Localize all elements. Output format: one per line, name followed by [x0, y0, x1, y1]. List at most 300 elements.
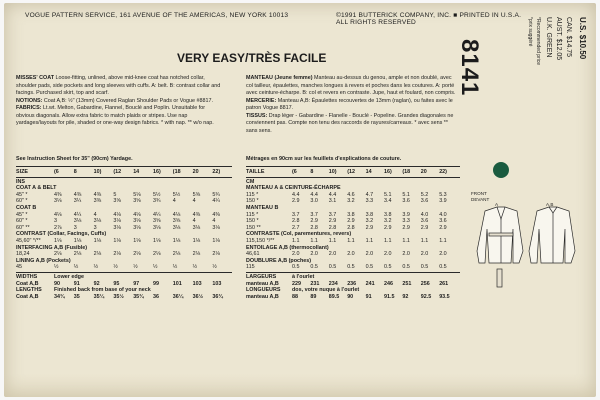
size-value: 8 [73, 169, 77, 175]
row-label: 18,24 [16, 251, 30, 258]
unit-row [16, 179, 232, 186]
row-label: 150 * [246, 218, 259, 225]
row-value: 4¼ [153, 211, 161, 218]
row-value: 2.0 [347, 251, 355, 258]
row-value: 5½ [153, 191, 161, 198]
row-value: 3.8 [365, 211, 374, 218]
row-value: 3.9 [402, 211, 410, 218]
lengths-value: 35 [73, 293, 80, 300]
row-value: ½ [133, 264, 138, 271]
lengths-value: 92.5 [420, 293, 432, 300]
manteau-label: MANTEAU (Jeune femme) [246, 75, 313, 81]
table-row [246, 198, 460, 205]
row-value: 2.9 [292, 198, 300, 205]
size-value: (18 [402, 169, 411, 175]
row-value: 2⅛ [133, 251, 141, 258]
row-value: 5.3 [439, 191, 447, 198]
row-value: 2.0 [328, 251, 337, 258]
lengths-row-label: Coat A,B [16, 293, 39, 300]
widths-row-label: manteau A,B [246, 280, 279, 287]
section-title: MANTEAU B [246, 204, 279, 211]
row-value: 3.6 [420, 218, 429, 225]
row-value: 3⅛ [192, 224, 201, 231]
widths-value: 231 [310, 280, 320, 287]
widths-value: 234 [328, 280, 338, 287]
row-value: 2⅛ [54, 251, 62, 258]
row-value: 1⅛ [73, 237, 82, 244]
metrage-note: Métrages en 90cm sur les feuillets d'explications de couture. [246, 156, 402, 162]
section-title-row [246, 185, 460, 192]
widths-value: 261 [439, 280, 449, 287]
row-value: 1⅛ [54, 237, 62, 244]
row-value: 2.0 [420, 251, 429, 258]
table-row [246, 192, 460, 199]
widths-value: 256 [420, 280, 430, 287]
row-value: 2⅛ [172, 251, 181, 258]
widths-row-header [246, 274, 460, 281]
row-value: 3.7 [310, 211, 318, 218]
price-note-fr: *prix suggéré [527, 17, 533, 47]
row-value: 1⅛ [153, 237, 161, 244]
size-value: 20 [420, 169, 427, 175]
copyright-line [336, 12, 521, 26]
row-value: 2.9 [402, 224, 410, 231]
manteau-description: Manteau au-dessus du genou, ample et non doublé, avec col tailleur, épaulettes, manches longues à revers et poches dans les coutures. A: porté avec ceinture-écharpe. B: col et revers en contraste. Jupe, haut et foulard, non compris. [246, 75, 456, 96]
row-value: 3.7 [328, 211, 337, 218]
row-value: ½ [172, 264, 178, 271]
section-title: MANTEAU A & CEINTURE-ÉCHARPE [246, 185, 341, 192]
row-value: 3⅛ [133, 224, 141, 231]
table-row [16, 251, 232, 258]
widths-value: 97 [133, 280, 140, 287]
copyright-text: ©1991 BUTTERICK COMPANY, INC. ■ PRINTED IN U.S.A. [336, 12, 522, 19]
row-value: 2.9 [384, 224, 392, 231]
row-value: 1⅛ [93, 237, 102, 244]
lengths-value: 89 [310, 293, 317, 300]
table-divider [246, 272, 460, 273]
table-row [246, 225, 460, 232]
section-title-row [16, 258, 232, 265]
fabrics-text: Lt.wt. Melton, Gabardine, Flannel, Bouclé and Poplin. Unsuitable for obvious diagonals. Allow extra fabric to match plaids or stripes. Use nap yardages/layouts for pile, shaded or one-way design fabrics. * with nap. ** w/o nap. [16, 105, 214, 126]
lengths-value: 90 [347, 293, 354, 300]
section-title: COAT B [16, 204, 37, 211]
lengths-value: 36½ [192, 293, 204, 300]
size-header-row [246, 169, 460, 176]
row-value: 3 [54, 218, 57, 225]
coat-description: Loose-fitting, unlined, above mid-knee coat has notched collar, shoulder pads, side pockets and long sleeves with cuffs. A: belt. B: contrast collar and facings. Purchased skirt, top and scarf. [16, 75, 221, 96]
lengths-value: 91 [365, 293, 372, 300]
row-value: 4.0 [439, 211, 447, 218]
table-divider [246, 177, 460, 178]
table-row [16, 198, 232, 205]
row-value: 4 [93, 211, 97, 218]
row-value: ½ [54, 264, 59, 271]
instruction-note: See Instruction Sheet for 35" (90cm) Yardage. [16, 156, 133, 162]
row-label: 60" ** [16, 224, 30, 231]
row-value: 3.0 [310, 198, 318, 205]
row-value: 3⅜ [93, 198, 102, 205]
row-value: 2.0 [310, 251, 318, 258]
widths-sub: Lower edge [54, 273, 84, 280]
price-us: U.S. $10.50 [578, 17, 587, 60]
row-label: 45" * [16, 191, 28, 198]
row-value: 5.2 [420, 191, 429, 198]
notions-label: NOTIONS: [16, 97, 43, 104]
row-label: 115 * [246, 211, 259, 218]
size-value: (6 [54, 169, 59, 175]
row-value: 3⅛ [113, 218, 121, 225]
lengths-sub: dos, votre nuque à l'ourlet [292, 287, 360, 294]
size-table-fr [246, 169, 460, 300]
row-value: 2.9 [365, 224, 374, 231]
row-label: 115 * [246, 191, 259, 198]
row-value: 2.0 [402, 251, 410, 258]
row-value: 3.6 [439, 218, 447, 225]
devant-label: DEVANT [471, 197, 490, 202]
row-value: 2.8 [328, 224, 337, 231]
size-value: 10) [328, 169, 337, 175]
widths-label: WIDTHS [16, 273, 38, 280]
row-value: 5.1 [384, 191, 392, 198]
row-value: ½ [93, 264, 99, 271]
table-divider [16, 272, 232, 273]
widths-value: 90 [54, 280, 60, 287]
row-value: ½ [212, 264, 217, 271]
tissus-label: TISSUS: [246, 112, 268, 119]
row-value: 3⅝ [113, 198, 121, 205]
section-title-row [246, 245, 460, 252]
english-description [16, 75, 224, 128]
size-value: 16) [384, 169, 392, 175]
mercerie-text: Manteau A,B: Épaulettes recouvertes de 13mm (raglan), ou faites avec le patron Vogue 8817. [246, 97, 453, 111]
row-value: 4⅛ [113, 211, 121, 218]
row-value: 0.5 [384, 264, 392, 271]
row-value: 3⅛ [54, 198, 62, 205]
row-value: 1⅛ [113, 237, 121, 244]
row-value: 2.7 [292, 224, 300, 231]
row-value: 1⅛ [133, 237, 141, 244]
row-value: 3⅛ [172, 224, 181, 231]
easy-badge [493, 162, 509, 178]
section-title: LINING A,B (Pockets) [16, 257, 71, 264]
row-value: 3⅛ [212, 224, 220, 231]
row-value: 3⅛ [113, 224, 121, 231]
row-value: 2.0 [365, 251, 374, 258]
size-value: (12 [113, 169, 122, 175]
widths-value: 95 [113, 280, 120, 287]
widths-row-header [16, 274, 232, 281]
row-value: 3.2 [384, 218, 392, 225]
lengths-row [246, 294, 460, 301]
section-title: CONTRAST (Collar, Facings, Cuffs) [16, 231, 107, 238]
row-value: 1.1 [328, 237, 337, 244]
size-value: 22) [439, 169, 447, 175]
row-value: 4.4 [310, 191, 318, 198]
widths-value: 241 [365, 280, 375, 287]
widths-value: 236 [347, 280, 357, 287]
size-value: (12 [347, 169, 355, 175]
lengths-value: 36¾ [212, 293, 223, 300]
section-title-row [16, 245, 232, 252]
row-value: 3.2 [347, 198, 355, 205]
row-value: 4.4 [328, 191, 337, 198]
row-label: 150 * [246, 198, 259, 205]
table-row [16, 264, 232, 271]
row-value: 1⅛ [172, 237, 181, 244]
row-value: 1.1 [420, 237, 429, 244]
row-value: 3.3 [402, 218, 410, 225]
section-title-row [246, 205, 460, 212]
row-label: 60" * [16, 218, 28, 225]
widths-value: 91 [73, 280, 80, 287]
coat-technical-drawing [467, 189, 596, 289]
row-value: 2.9 [310, 218, 318, 225]
row-value: 4.4 [292, 191, 300, 198]
row-value: 4 [192, 198, 196, 205]
unit-label: CM [246, 178, 255, 185]
row-value: 5 [113, 191, 117, 198]
row-value: 1.1 [402, 237, 410, 244]
widths-value: 103 [192, 280, 202, 287]
row-value: 4 [172, 198, 176, 205]
row-value: 2⅞ [54, 224, 62, 231]
widths-sub: à l'ourlet [292, 273, 315, 280]
row-label: 115 [246, 264, 255, 271]
row-value: 3.6 [420, 198, 429, 205]
size-value: 10) [93, 169, 102, 175]
view-a-label: A [495, 202, 499, 207]
table-rule-fr [246, 166, 460, 167]
row-value: 0.5 [328, 264, 337, 271]
mercerie-label: MERCERIE: [246, 97, 277, 104]
row-value: 5⅝ [192, 191, 201, 198]
widths-value: 92 [93, 280, 100, 287]
section-title: INTERFACING A,B (Fusible) [16, 244, 88, 251]
row-value: 0.5 [347, 264, 355, 271]
table-row [16, 225, 232, 232]
row-value: 2.0 [384, 251, 392, 258]
row-value: 1.1 [292, 237, 300, 244]
table-row [246, 212, 460, 219]
row-value: 2⅛ [153, 251, 161, 258]
row-value: 2⅛ [212, 251, 220, 258]
size-label: TAILLE [246, 169, 265, 175]
lengths-label: LENGTHS [16, 287, 42, 294]
row-value: 3¾ [153, 198, 161, 205]
row-value: 2.9 [328, 218, 337, 225]
row-value: 4¼ [73, 211, 82, 218]
lengths-row-label: manteau A,B [246, 293, 279, 300]
row-value: 3⅝ [133, 198, 141, 205]
row-value: 4⅜ [93, 191, 102, 198]
row-value: 4⅛ [172, 211, 181, 218]
row-label: 45" * [16, 211, 28, 218]
row-label: 45 [16, 264, 22, 271]
lengths-sub: Finished back from base of your neck [54, 287, 151, 294]
row-value: 0.5 [292, 264, 300, 271]
row-value: 4⅜ [73, 191, 82, 198]
row-label: 115,150 */** [246, 237, 275, 244]
row-value: 2.9 [439, 224, 447, 231]
row-value: 3.4 [384, 198, 392, 205]
row-value: 4⅛ [133, 211, 141, 218]
widths-value: 229 [292, 280, 301, 287]
widths-value: 251 [402, 280, 412, 287]
row-value: 4⅜ [212, 211, 220, 218]
widths-row [16, 281, 232, 288]
row-value: 2⅛ [192, 251, 201, 258]
price-uk: U.K. GREEN [545, 17, 552, 58]
tissus-text: Drap léger - Gabardine - Flanelle - Bouclé - Popeline. Grandes diagonales ne conviennent pas. Compte non tenu des raccords de rayures/carreaux. * avec sens ** sans sens. [246, 112, 454, 134]
row-value: ½ [113, 264, 118, 271]
lengths-value: 93.5 [439, 293, 450, 300]
row-value: 0.5 [439, 264, 447, 271]
row-value: 2.8 [292, 218, 300, 225]
row-value: 3.8 [384, 211, 392, 218]
row-value: 3.9 [439, 198, 447, 205]
widths-value: 101 [172, 280, 182, 287]
row-value: 3⅝ [153, 218, 161, 225]
view-ab-label: A,B [546, 202, 554, 207]
fabrics-label: FABRICS: [16, 105, 42, 111]
size-value: 22) [212, 169, 221, 175]
row-value: ½ [73, 264, 79, 271]
french-description [246, 75, 458, 135]
size-label: SIZE [16, 169, 28, 175]
table-row [246, 218, 460, 225]
table-row [16, 192, 232, 199]
row-label: 150 ** [246, 224, 261, 231]
widths-row-label: Coat A,B [16, 280, 39, 287]
coat-label: MISSES' COAT [16, 75, 55, 81]
row-value: 3¼ [73, 198, 82, 205]
widths-value: 103 [212, 280, 222, 287]
lengths-row-header [16, 287, 232, 294]
row-value: 1.1 [384, 237, 392, 244]
difficulty-title: VERY EASY/TRÈS FACILE [177, 51, 327, 65]
row-value: 4¼ [212, 198, 220, 205]
section-title: COAT A & BELT [16, 185, 57, 192]
rights-text: ALL RIGHTS RESERVED [336, 19, 417, 26]
lengths-value: 36¼ [172, 293, 184, 300]
section-title: ENTOILAGE A,B (thermocollant) [246, 244, 329, 251]
lengths-value: 35¼ [93, 293, 105, 300]
widths-label: LARGEURS [246, 273, 277, 280]
lengths-value: 36 [153, 293, 159, 300]
notions-text: Coat A,B: ½" (13mm) Covered Raglan Shoulder Pads or Vogue #8817. [42, 97, 213, 104]
row-value: 1.1 [439, 237, 447, 244]
row-value: 1.1 [310, 237, 318, 244]
unit-label: INS [16, 178, 25, 185]
table-row [246, 251, 460, 258]
lengths-value: 88 [292, 293, 298, 300]
row-value: ½ [192, 264, 198, 271]
widths-value: 246 [384, 280, 393, 287]
row-value: 4 [212, 218, 216, 225]
size-value: 14 [365, 169, 372, 175]
table-divider [16, 177, 232, 178]
table-rule-en [16, 166, 232, 167]
section-title-row [246, 231, 460, 238]
row-value: 3.2 [365, 218, 374, 225]
row-value: 3⅛ [73, 218, 82, 225]
paper-shadow [4, 373, 596, 397]
row-value: 2⅛ [113, 251, 121, 258]
row-value: 3⅛ [153, 224, 161, 231]
row-value: 3⅝ [172, 218, 181, 225]
row-value: 3.7 [292, 211, 300, 218]
row-value: 3.3 [365, 198, 374, 205]
size-value: 16) [153, 169, 161, 175]
row-value: 1⅛ [192, 237, 201, 244]
lengths-row-header [246, 287, 460, 294]
row-value: 4.6 [347, 191, 355, 198]
row-value: 5½ [172, 191, 181, 198]
row-value: 4⅛ [54, 211, 62, 218]
size-table-en [16, 169, 232, 300]
lengths-value: 35½ [113, 293, 124, 300]
row-value: 4⅜ [54, 191, 62, 198]
row-label: 45,60" */** [16, 237, 41, 244]
size-value: 8 [310, 169, 314, 175]
row-value: 0.5 [420, 264, 429, 271]
row-value: 2.9 [347, 218, 355, 225]
section-title-row [16, 185, 232, 192]
row-value: 3.1 [328, 198, 337, 205]
row-value: 3 [73, 224, 77, 231]
row-value: ½ [153, 264, 158, 271]
section-title-row [16, 205, 232, 212]
price-can: CAN. $14.75 [565, 17, 572, 58]
table-row [16, 212, 232, 219]
row-value: 4 [192, 218, 196, 225]
size-value: 20 [192, 169, 199, 175]
row-value: 3⅛ [93, 218, 102, 225]
row-value: 3⅛ [133, 218, 141, 225]
row-value: 3.8 [347, 211, 355, 218]
widths-value: 99 [153, 280, 159, 287]
lengths-value: 34¾ [54, 293, 65, 300]
lengths-value: 89.5 [328, 293, 340, 300]
row-value: 0.5 [310, 264, 318, 271]
row-value: 2.8 [347, 224, 355, 231]
row-label: 46,61 [246, 251, 260, 258]
row-value: 2⅛ [93, 251, 102, 258]
row-value: 4.7 [365, 191, 374, 198]
table-row [16, 238, 232, 245]
row-value: 2⅛ [73, 251, 82, 258]
front-label: FRONT [471, 191, 487, 196]
row-value: 0.5 [365, 264, 374, 271]
publisher-address: VOGUE PATTERN SERVICE, 161 AVENUE OF THE AMERICAS, NEW YORK 10013 [25, 12, 289, 19]
lengths-value: 92 [402, 293, 409, 300]
section-title: DOUBLURE A,B (poches) [246, 257, 312, 264]
widths-row [246, 281, 460, 288]
size-value: (6 [292, 169, 297, 175]
row-value: 2.0 [292, 251, 300, 258]
row-value: 1.1 [347, 237, 355, 244]
row-value: 1⅛ [212, 237, 220, 244]
section-title: CONTRASTE (Col, parementures, revers) [246, 231, 352, 238]
row-value: 2.0 [439, 251, 447, 258]
price-block [496, 17, 592, 167]
garment-illustration [467, 189, 596, 289]
section-title-row [246, 258, 460, 265]
lengths-value: 35¾ [133, 293, 144, 300]
size-value: 14 [133, 169, 140, 175]
lengths-value: 91.5 [384, 293, 395, 300]
row-value: 5⅛ [133, 191, 141, 198]
